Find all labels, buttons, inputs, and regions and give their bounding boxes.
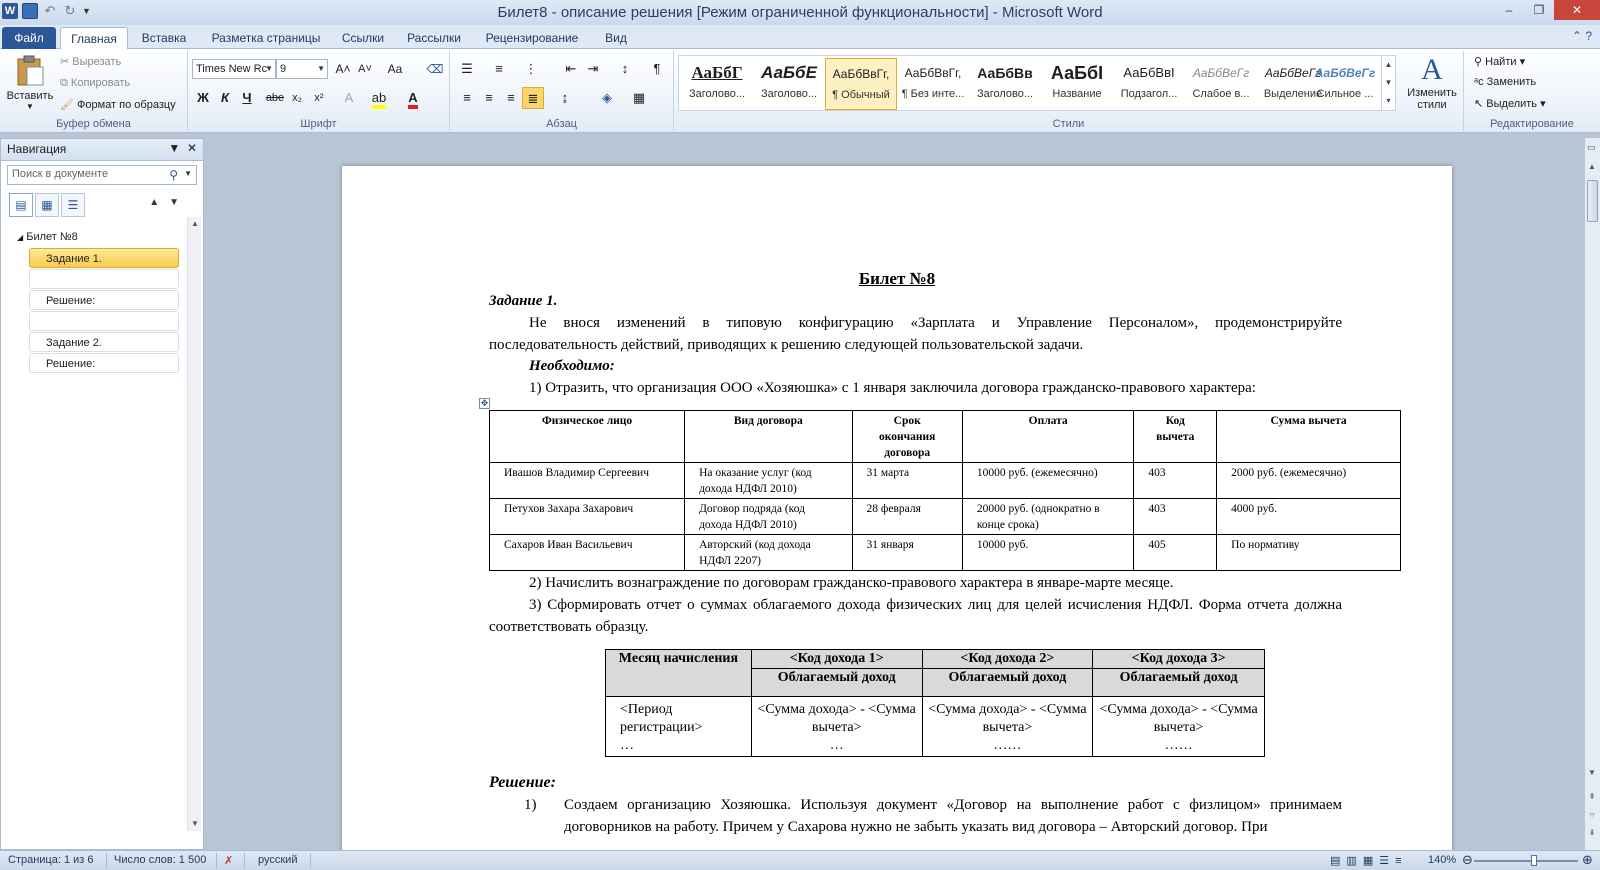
table-header-cell: Оплата: [962, 411, 1134, 463]
table-cell: <Сумма дохода> - <Сумма вычета> ……: [1093, 697, 1265, 757]
font-family-select[interactable]: [192, 59, 276, 79]
superscript-button[interactable]: x²: [314, 92, 324, 104]
nav-close-icon[interactable]: ✕: [186, 141, 197, 155]
table-cell: На оказание услуг (код дохода НДФЛ 2010): [685, 463, 852, 499]
window-controls: [1494, 0, 1600, 20]
style-name: Заголово...: [760, 88, 818, 100]
nav-item[interactable]: Решение:: [29, 353, 179, 373]
style-name: Подзагол...: [1120, 88, 1178, 100]
table-cell: 403: [1134, 463, 1217, 499]
style-tile-heading3[interactable]: [969, 58, 1041, 110]
previous-page-icon[interactable]: ⇞: [1588, 792, 1596, 801]
align-center-icon[interactable]: ≡: [485, 90, 493, 105]
table-cell: Петухов Захара Захарович: [490, 499, 685, 535]
navigation-pane: [0, 138, 204, 850]
table-cell: 31 января: [852, 535, 962, 571]
paragraph-group-label: Абзац: [546, 118, 577, 130]
underline-button[interactable]: Ч: [242, 90, 252, 105]
replace-button[interactable]: [1474, 76, 1536, 88]
table-cell: По нормативу: [1217, 535, 1401, 571]
nav-view-buttons: [9, 193, 85, 217]
cut-label: Вырезать: [72, 56, 122, 68]
zoom-in-icon[interactable]: ⊕: [1582, 852, 1593, 867]
table-row: [606, 697, 1265, 757]
paste-dropdown-icon[interactable]: ▼: [26, 102, 34, 111]
status-separator: [244, 853, 245, 868]
style-name: ¶ Обычный: [832, 89, 890, 101]
style-name: Название: [1052, 88, 1102, 100]
grow-font-button[interactable]: A˄: [335, 62, 351, 76]
table-header-cell: <Код дохода 1>: [751, 650, 922, 669]
style-name: Выделение: [1263, 88, 1323, 100]
style-sample: АаБбІ: [1050, 63, 1104, 83]
editing-group-label: Редактирование: [1490, 118, 1574, 130]
style-sample: АаБбГ: [691, 63, 743, 82]
format-painter-button[interactable]: [60, 98, 176, 111]
style-sample: АаБбВвГг,: [904, 66, 962, 80]
style-name: Заголово...: [976, 88, 1034, 100]
shading-icon[interactable]: ◈: [602, 90, 612, 105]
style-tile-subtitle[interactable]: [1113, 58, 1185, 110]
table-cell: 28 февраля: [852, 499, 962, 535]
table-cell: <Период регистрации> …: [606, 697, 752, 757]
strikethrough-button[interactable]: abe: [265, 92, 285, 104]
style-tile-heading2[interactable]: [753, 58, 825, 110]
text-effects-icon[interactable]: A: [344, 90, 354, 105]
change-styles-label: Изменить: [1407, 87, 1457, 99]
step2-paragraph: 2) Начислить вознаграждение по договорам гражданско-правового характера в январе-марте месяце.: [529, 575, 1174, 591]
step3-paragraph: 3) Сформировать отчет о суммах облагаемого дохода физических лиц для целей исчисления НДФЛ. Форма отчета должна соответствовать образцу.: [489, 597, 1342, 635]
outline-icon[interactable]: ☰: [1379, 855, 1396, 867]
close-button[interactable]: ✕: [1554, 0, 1600, 20]
table-header-cell: <Код дохода 2>: [922, 650, 1093, 669]
tab-mailings[interactable]: Рассылки: [407, 31, 461, 45]
contracts-table: [489, 410, 1401, 571]
line-spacing-icon[interactable]: ↨: [561, 90, 569, 105]
table-cell: 403: [1134, 499, 1217, 535]
italic-button[interactable]: К: [221, 90, 229, 105]
print-layout-icon[interactable]: ▤: [1330, 855, 1347, 867]
nav-search-placeholder: Поиск в документе: [12, 168, 109, 180]
scissors-icon: ✂: [60, 56, 70, 68]
table-cell: Договор подряда (код дохода НДФЛ 2010): [685, 499, 852, 535]
table-cell: 2000 руб. (ежемесячно): [1217, 463, 1401, 499]
table-header-cell: Месяц начисления: [606, 650, 752, 697]
ribbon: [0, 49, 1600, 133]
table-cell: Авторский (код дохода НДФЛ 2207): [685, 535, 852, 571]
style-tile-heading1[interactable]: [681, 58, 753, 110]
draft-icon[interactable]: ≡: [1395, 855, 1408, 867]
report-form-table: [605, 649, 1265, 757]
results-view-icon[interactable]: ☰: [61, 193, 85, 217]
title-bar: [0, 0, 1600, 25]
search-options-icon[interactable]: ▼: [184, 169, 192, 178]
ribbon-tabs: [0, 25, 1600, 49]
zoom-slider[interactable]: [1474, 860, 1578, 862]
task1-heading: Задание 1.: [489, 293, 558, 309]
select-label: Выделить: [1486, 98, 1538, 110]
cut-button[interactable]: [60, 55, 121, 68]
nav-title: Навигация: [7, 142, 67, 156]
numbering-icon[interactable]: ≡: [495, 61, 503, 76]
nav-scrollbar[interactable]: [187, 217, 201, 831]
solution-number: 1): [524, 797, 537, 813]
styles-group: [674, 51, 1464, 131]
vertical-scrollbar[interactable]: [1584, 138, 1600, 850]
nav-search-input[interactable]: [7, 165, 197, 185]
borders-icon[interactable]: ▦: [632, 90, 646, 105]
clipboard-group-label: Буфер обмена: [56, 118, 131, 130]
select-button[interactable]: ↖ Выделить ▾: [1474, 98, 1546, 110]
nav-menu-icon[interactable]: ▼: [168, 141, 181, 155]
gallery-scroll[interactable]: ▲ ▼ ▾: [1381, 56, 1395, 110]
doc-title: Билет №8: [858, 269, 936, 288]
change-case-button[interactable]: Aa: [387, 62, 403, 76]
font-size-select[interactable]: [276, 59, 328, 79]
show-formatting-button[interactable]: ¶: [653, 61, 661, 76]
help-icon[interactable]: ⌃ ?: [1571, 29, 1592, 43]
nav-item[interactable]: [29, 311, 179, 331]
status-separator: [310, 853, 311, 868]
status-bar: [0, 850, 1600, 870]
clear-formatting-button[interactable]: ⌫: [426, 62, 444, 76]
table-row: [490, 535, 1401, 571]
table-cell: 405: [1134, 535, 1217, 571]
subscript-button[interactable]: x₂: [292, 92, 302, 104]
scroll-thumb[interactable]: [1587, 180, 1598, 222]
table-cell: 31 марта: [852, 463, 962, 499]
previous-heading-icon[interactable]: ▲: [149, 197, 170, 208]
nav-pane-controls: [168, 141, 197, 155]
replace-label: Заменить: [1486, 76, 1537, 88]
step1-paragraph: 1) Отразить, что организация ООО «Хозяюшка» с 1 января заключила договора гражданско-правового характера:: [529, 380, 1256, 396]
paste-button[interactable]: [6, 55, 54, 111]
full-screen-icon[interactable]: ▥: [1346, 855, 1363, 867]
copy-icon: ⧉: [60, 77, 68, 89]
nav-move-arrows: [149, 197, 189, 208]
font-family-value: Times New Rc: [196, 63, 268, 75]
tab-review[interactable]: Рецензирование: [485, 31, 579, 45]
zoom-slider-thumb[interactable]: [1531, 855, 1537, 866]
status-separator: [216, 853, 217, 868]
solution-step1: Создаем организацию Хозяюшка. Используя документ «Договор на выполнение работ с физлицом» принимаем договорников на работу. Причем у Сахарова нужно не забыть указать вид договора – Авторский договор. При: [564, 797, 1342, 835]
page-count[interactable]: Страница: 1 из 6: [8, 854, 94, 866]
change-styles-label-2: стили: [1417, 99, 1447, 111]
ruler-toggle-icon[interactable]: ▭: [1587, 142, 1596, 152]
table-cell: <Сумма дохода> - <Сумма вычета> ……: [922, 697, 1093, 757]
table-header-row: [490, 411, 1401, 463]
solution-heading: Решение:: [489, 774, 556, 791]
document-page[interactable]: [342, 166, 1452, 850]
style-sample: АаБбВеГг: [1314, 66, 1376, 80]
table-row: [490, 463, 1401, 499]
bold-button[interactable]: Ж: [197, 90, 209, 105]
style-sample: АаБбВеГг: [1264, 66, 1322, 80]
format-painter-label: Формат по образцу: [77, 99, 176, 111]
styles-group-label: Стили: [1052, 118, 1085, 130]
zoom-level[interactable]: 140%: [1428, 854, 1457, 866]
web-layout-icon[interactable]: ▦: [1362, 855, 1380, 867]
editing-group: [1464, 51, 1600, 131]
word-count[interactable]: Число слов: 1 500: [114, 854, 207, 866]
tab-home[interactable]: Главная: [60, 27, 128, 50]
highlight-icon[interactable]: ab: [368, 87, 390, 109]
nav-headings-tree: [13, 227, 179, 374]
style-name: Заголово...: [688, 88, 746, 100]
find-label: Найти: [1485, 56, 1517, 68]
table-header-cell: Облагаемый доход: [751, 669, 922, 697]
tab-references[interactable]: Ссылки: [341, 31, 385, 45]
tab-file[interactable]: Файл: [2, 27, 56, 49]
style-name: ¶ Без инте...: [901, 88, 965, 100]
scroll-down-icon[interactable]: ▼: [191, 819, 199, 828]
paragraph-group: [450, 51, 674, 131]
table-cell: 10000 руб. (ежемесячно): [962, 463, 1134, 499]
document-area: [210, 138, 1582, 850]
nav-item[interactable]: Решение:: [29, 290, 179, 310]
nav-item-label: Билет №8: [26, 231, 78, 243]
style-tile-no-spacing[interactable]: [897, 58, 969, 110]
align-left-icon[interactable]: ≡: [463, 90, 471, 105]
pages-view-icon[interactable]: ▦: [35, 193, 59, 217]
table-cell: Сахаров Иван Васильевич: [490, 535, 685, 571]
change-styles-button[interactable]: [1402, 53, 1462, 111]
table-header-cell: Физическое лицо: [490, 411, 685, 463]
table-header-cell: Вид договора: [685, 411, 852, 463]
justify-icon[interactable]: ≣: [522, 87, 544, 109]
font-size-value: 9: [280, 63, 287, 75]
style-name: Сильное ...: [1316, 88, 1374, 100]
find-button[interactable]: ⚲ Найти ▾: [1474, 56, 1526, 68]
proofing-icon[interactable]: ✗: [224, 855, 234, 867]
undo-icon[interactable]: ↶: [44, 3, 56, 18]
language[interactable]: русский: [258, 854, 298, 866]
table-header-cell: Код вычета: [1134, 411, 1217, 463]
font-size-dropdown-icon: ▼: [317, 64, 325, 73]
tab-insert[interactable]: Вставка: [141, 31, 187, 45]
increase-indent-icon[interactable]: ⇥: [587, 61, 599, 76]
collapse-icon[interactable]: ◢: [17, 233, 24, 242]
view-buttons: [1330, 854, 1408, 867]
word-logo-icon[interactable]: W: [2, 3, 18, 19]
copy-label: Копировать: [70, 77, 131, 89]
style-name: Слабое в...: [1192, 88, 1250, 100]
nav-item[interactable]: Задание 2.: [29, 332, 179, 352]
shrink-font-button[interactable]: A˅: [358, 63, 372, 75]
customize-qat-icon[interactable]: ▼: [82, 6, 91, 16]
style-sample: АаБбВеГг: [1192, 66, 1250, 80]
paste-label: Вставить: [6, 90, 54, 102]
table-header-cell: Облагаемый доход: [1093, 669, 1265, 697]
search-icon[interactable]: ⚲: [169, 168, 178, 182]
copy-button[interactable]: [60, 77, 130, 90]
headings-view-icon[interactable]: ▤: [9, 193, 33, 217]
table-cell: Ивашов Владимир Сергеевич: [490, 463, 685, 499]
table-cell: <Сумма дохода> - <Сумма вычета> …: [751, 697, 922, 757]
scroll-up-icon[interactable]: ▲: [1588, 162, 1596, 171]
table-cell: 10000 руб.: [962, 535, 1134, 571]
table-header-cell: <Код дохода 3>: [1093, 650, 1265, 669]
browse-object-icon[interactable]: ○: [1589, 810, 1595, 819]
clipboard-group: [0, 51, 188, 131]
font-group: [188, 51, 450, 131]
scroll-up-icon[interactable]: ▲: [191, 219, 199, 228]
window-title: Билет8 - описание решения [Режим ограниченной функциональности] - Microsoft Word: [497, 4, 1103, 21]
bullets-icon[interactable]: ☰: [461, 61, 473, 76]
zoom-out-icon[interactable]: ⊖: [1462, 852, 1473, 867]
table-cell: 20000 руб. (однократно в конце срока): [962, 499, 1134, 535]
style-tile-intense-emphasis[interactable]: [1309, 58, 1381, 110]
style-tile-normal[interactable]: [825, 58, 897, 110]
align-right-icon[interactable]: ≡: [507, 90, 515, 105]
intro-paragraph: Не внося изменений в типовую конфигурацию «Зарплата и Управление Персоналом», продемонстрируйте последовательность действий, приводящих к решению следующей пользовательской задачи.: [489, 315, 1342, 353]
restore-button[interactable]: ❐: [1533, 3, 1545, 17]
binoculars-icon: ⚲: [1474, 56, 1483, 68]
decrease-indent-icon[interactable]: ⇤: [565, 61, 577, 76]
style-tile-subtle-emphasis[interactable]: [1185, 58, 1257, 110]
tab-view[interactable]: Вид: [605, 31, 627, 45]
sort-icon[interactable]: ↕: [621, 61, 629, 76]
nav-header: [1, 139, 203, 161]
font-color-icon[interactable]: A: [402, 87, 424, 109]
style-sample: АаБбВв: [977, 65, 1033, 81]
styles-gallery: [678, 55, 1396, 111]
nav-item[interactable]: Задание 1.: [29, 248, 179, 268]
style-tile-title[interactable]: [1041, 58, 1113, 110]
table-row: [490, 499, 1401, 535]
redo-icon[interactable]: ↻: [64, 3, 76, 18]
table-header-cell: Облагаемый доход: [922, 669, 1093, 697]
nav-item[interactable]: [13, 227, 179, 247]
table-header-cell: Сумма вычета: [1217, 411, 1401, 463]
change-styles-icon: A: [1421, 53, 1443, 86]
status-separator: [106, 853, 107, 868]
table-move-handle-icon[interactable]: ✥: [480, 398, 489, 408]
style-sample: АаБбВвІ: [1123, 65, 1175, 80]
style-sample: АаБбВвГг,: [832, 67, 890, 81]
table-header-cell: Срок окончания договора: [852, 411, 962, 463]
table-header-row: [606, 650, 1265, 669]
need-heading: Необходимо:: [529, 358, 615, 374]
brush-icon: 🖌: [60, 99, 74, 111]
scroll-down-icon[interactable]: ▼: [1588, 768, 1596, 777]
tab-page-layout[interactable]: Разметка страницы: [211, 31, 321, 45]
font-family-dropdown-icon: ▼: [265, 64, 273, 73]
minimize-button[interactable]: –: [1505, 3, 1513, 17]
next-page-icon[interactable]: ⇟: [1588, 828, 1596, 837]
cursor-icon: ↖: [1474, 98, 1484, 110]
replace-icon: ᵃc: [1474, 76, 1484, 88]
nav-item[interactable]: [29, 269, 179, 289]
font-group-label: Шрифт: [300, 118, 337, 130]
table-cell: 4000 руб.: [1217, 499, 1401, 535]
next-heading-icon[interactable]: ▼: [169, 197, 189, 208]
paste-icon: [15, 55, 45, 87]
style-sample: АаБбЕ: [761, 63, 817, 82]
multilevel-list-icon[interactable]: ⋮: [524, 61, 538, 76]
